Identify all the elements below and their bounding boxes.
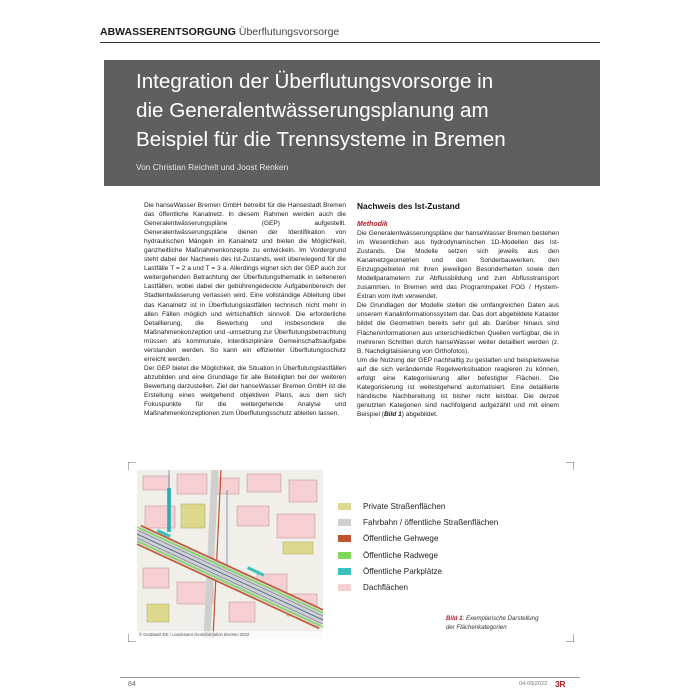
figure-caption [446, 614, 538, 632]
caption-line-2: der Flächenkategorien [446, 624, 507, 631]
figure-1 [128, 462, 574, 642]
map-credit: © GeoBasis-DE / Landesamt GeoInformation Bremen 2022 [137, 631, 323, 638]
legend-label: Öffentliche Radwege [363, 550, 438, 560]
legend-label: Öffentliche Parkplätze [363, 567, 443, 577]
legend-swatch [338, 584, 351, 591]
right-paragraph-2: Die Grundlagen der Modelle stellen die umfangreichen Daten aus unserem Kanalinformationssystem dar. Das dort abgebildete Kataster bildet die Geometrien bereits sehr gut ab. Darüber hinaus sind Flächeninformationen aus unterschiedlichen Quellen verfügbar, die in mehreren Schritten durch hanseWasser weiter detailliert werden (z. B. Nachdigitalisierung von Orthofotos). [357, 302, 559, 355]
article-title [136, 67, 596, 154]
caption-ref: Bild 1 [446, 615, 463, 622]
area-category-map [137, 470, 323, 638]
map-legend [338, 498, 498, 596]
legend-item-radwege [338, 547, 498, 563]
legend-label: Fahrbahn / öffentliche Straßenflächen [363, 517, 499, 527]
legend-swatch [338, 568, 351, 575]
legend-swatch [338, 519, 351, 526]
legend-label: Dachflächen [363, 583, 408, 593]
authors: Von Christian Reichelt und Joost Renken [136, 162, 289, 172]
p3-text: Um die Nutzung der GEP nachhaltig zu gestalten und beispielsweise auf die sich verändernde Regelwerksituation reagieren zu können, erfolgt eine Kategorisierung aller befestigter Flächen. Die Kategorisierung ist weitestgehend automatisiert. Eine detaillierte händische Nachbereitung ist bisher nicht leistbar. Die derzeit genutzten Kategorien sind nachfolgend aufgezählt und mit einem Beispiel ( [357, 356, 559, 418]
footer-divider [120, 677, 580, 678]
section-header [100, 26, 600, 43]
legend-item-private-strassen [338, 498, 498, 514]
page-number: 84 [128, 681, 136, 688]
right-paragraph-3 [357, 356, 559, 419]
left-column [144, 201, 346, 418]
legend-item-fahrbahn [338, 514, 498, 530]
right-column [357, 201, 559, 419]
legend-item-parkplaetze [338, 564, 498, 580]
legend-item-gehwege [338, 531, 498, 547]
legend-item-dachflaechen [338, 580, 498, 596]
right-paragraph-1: Die Generalentwässerungspläne der hanseWasser Bremen bestehen im Wesentlichen aus hydrodynamischen 1D-Modellen des Ist-Zustands. Die Modelle setzen sich jeweils aus den Kanalnetzgeometrien und den Sonderbauwerken, den Einzugsgebieten mit ihren jeweiligen Besonderheiten sowie den Modellparametern zur Abflussbildung und zum Abflusstransport zusammen. In Bremen wird das Programmpaket FOG / Hystem-Extran vom itwh verwendet. [357, 230, 559, 301]
left-paragraph-2: Der GEP bietet die Möglichkeit, die Situation in Überflutungslastfällen abzubilden und eine Grundlage für alle Beteiligten bei der weiteren Bewertung darzustellen. Ziel der hanseWasser Bremen GmbH ist die Erstellung eines weitgehend objektiven Plans, aus dem sich Fokuspunkte für die weitergehende Analyse und Maßnahmenkonzeptionen zum Überflutungsschutz ableiten lassen. [144, 364, 346, 418]
legend-swatch [338, 503, 351, 510]
title-line-2: die Generalentwässerungsplanung am [136, 99, 489, 122]
figure-reference[interactable]: Bild 1 [383, 410, 402, 418]
legend-label: Öffentliche Gehwege [363, 534, 439, 544]
subsection-label: Überflutungsvorsorge [238, 26, 340, 38]
p3-end: ) abgebildet. [401, 410, 438, 418]
section-label: ABWASSERENTSORGUNG [100, 26, 236, 38]
title-banner [104, 60, 600, 186]
legend-label: Private Straßenflächen [363, 501, 446, 511]
left-paragraph-1: Die hanseWasser Bremen GmbH betreibt für die Hansestadt Bremen das öffentliche Kanalnetz. In diesem Rahmen werden auch die Generalentwässerungspläne (GEP) aufgestellt. Generalentwässerungspläne dienen der Identifikation von hydraulischen Mängeln im Kanalnetz und bieten die Möglichkeit, ganzheitliche Maßnahmenkonzepte zu entwickeln. Im Vordergrund steht dabei der Nachweis des Ist-Zustands, weit überwiegend für die Lastfälle T = 2 a und T = 3 a. Allerdings eignet sich der GEP auch zur weitergehenden Betrachtung der Überflutungsthematik in selteneren Lastfällen, wobei dabei der gebührengedeckte Aufgabenbereich der Stadtentwässerung verlassen wird. Eine vollständige Ableitung über das Kanalnetz ist in Überflutungslastfällen technisch nicht mehr in allen Fällen möglich und wirtschaftlich sinnvoll. Die erforderliche Detaillierung, die Bewertung und insbesondere die Maßnahmenkonzeption und -umsetzung zur Überflutungsbetrachtung müssen als kommunale, interdisziplinäre Gemeinschaftsaufgabe verstanden werden. So kann ein effizienter Überflutungsschutz erreicht werden. [144, 202, 346, 363]
legend-swatch [338, 535, 351, 542]
section-heading: Nachweis des Ist-Zustand [357, 201, 460, 211]
title-line-1: Integration der Überflutungsvorsorge in [136, 70, 494, 93]
legend-swatch [338, 552, 351, 559]
caption-line-1: : Exemplarische Darstellung [462, 615, 539, 622]
issue-label: 04-05|2022 [519, 681, 548, 687]
map-drawing [137, 470, 323, 638]
journal-logo: 3R [555, 679, 566, 689]
subsection-heading: Methodik [357, 221, 388, 228]
title-line-3: Beispiel für die Trennsysteme in Bremen [136, 128, 506, 151]
